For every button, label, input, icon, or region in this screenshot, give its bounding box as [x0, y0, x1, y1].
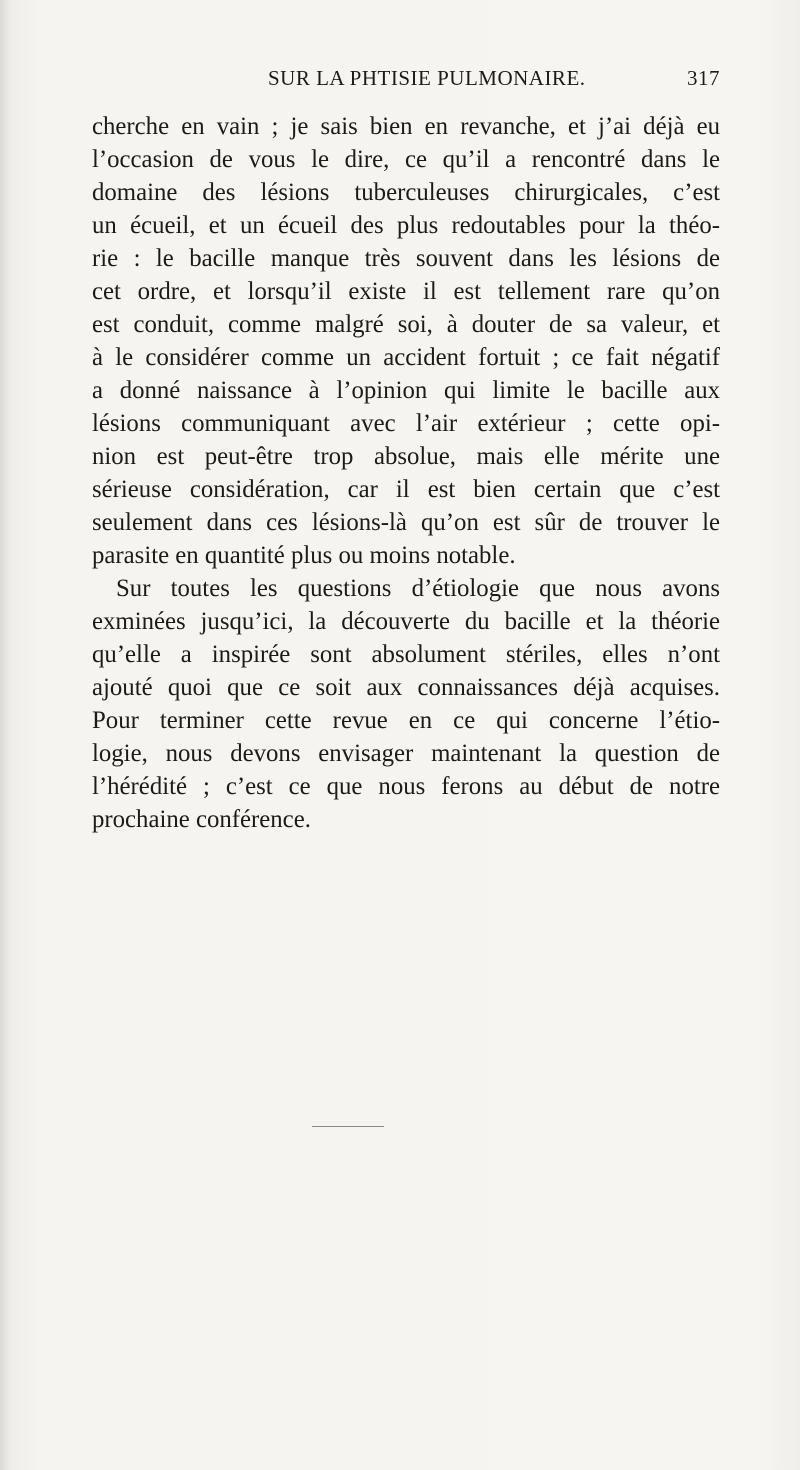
running-header — [268, 66, 720, 96]
text-line: domaine des lésions tuberculeuses chirurgicales, c’est — [92, 179, 720, 206]
section-end-rule — [312, 1126, 384, 1127]
text-line: seulement dans ces lésions-là qu’on est sûr de trouver le — [92, 509, 720, 536]
text-line: est conduit, comme malgré soi, à douter de sa valeur, et — [92, 311, 720, 338]
paragraph-end-line: parasite en quantité plus ou moins notable. — [92, 542, 516, 569]
text-line: ajouté quoi que ce soit aux connaissances déjà acquises. — [92, 674, 720, 701]
text-line: logie, nous devons envisager maintenant la question de — [92, 740, 720, 767]
page-number: 317 — [687, 66, 720, 90]
text-line: cherche en vain ; je sais bien en revanche, et j’ai déjà eu — [92, 113, 720, 140]
text-line: nion est peut-être trop absolue, mais elle mérite une — [92, 443, 720, 470]
text-line: cet ordre, et lorsqu’il existe il est tellement rare qu’on — [92, 278, 720, 305]
text-line: l’occasion de vous le dire, ce qu’il a rencontré dans le — [92, 146, 720, 173]
text-line: l’hérédité ; c’est ce que nous ferons au début de notre — [92, 773, 720, 800]
text-line: qu’elle a inspirée sont absolument stériles, elles n’ont — [92, 641, 720, 668]
body-text — [92, 110, 720, 836]
text-line: un écueil, et un écueil des plus redoutables pour la théo- — [92, 212, 720, 239]
page-gutter-shadow — [0, 0, 10, 1470]
text-line: Pour terminer cette revue en ce qui concerne l’étio- — [92, 707, 720, 734]
text-line: rie : le bacille manque très souvent dans les lésions de — [92, 245, 720, 272]
paragraph-start-line: Sur toutes les questions d’étiologie que nous avons — [116, 575, 720, 602]
text-line: à le considérer comme un accident fortuit ; ce fait négatif — [92, 344, 720, 371]
paragraph-end-line: prochaine conférence. — [92, 806, 311, 833]
running-title: SUR LA PHTISIE PULMONAIRE. — [268, 66, 586, 90]
text-line: sérieuse considération, car il est bien certain que c’est — [92, 476, 720, 503]
text-line: lésions communiquant avec l’air extérieur ; cette opi- — [92, 410, 720, 437]
text-line: a donné naissance à l’opinion qui limite le bacille aux — [92, 377, 720, 404]
text-line: exminées jusqu’ici, la découverte du bacille et la théorie — [92, 608, 720, 635]
